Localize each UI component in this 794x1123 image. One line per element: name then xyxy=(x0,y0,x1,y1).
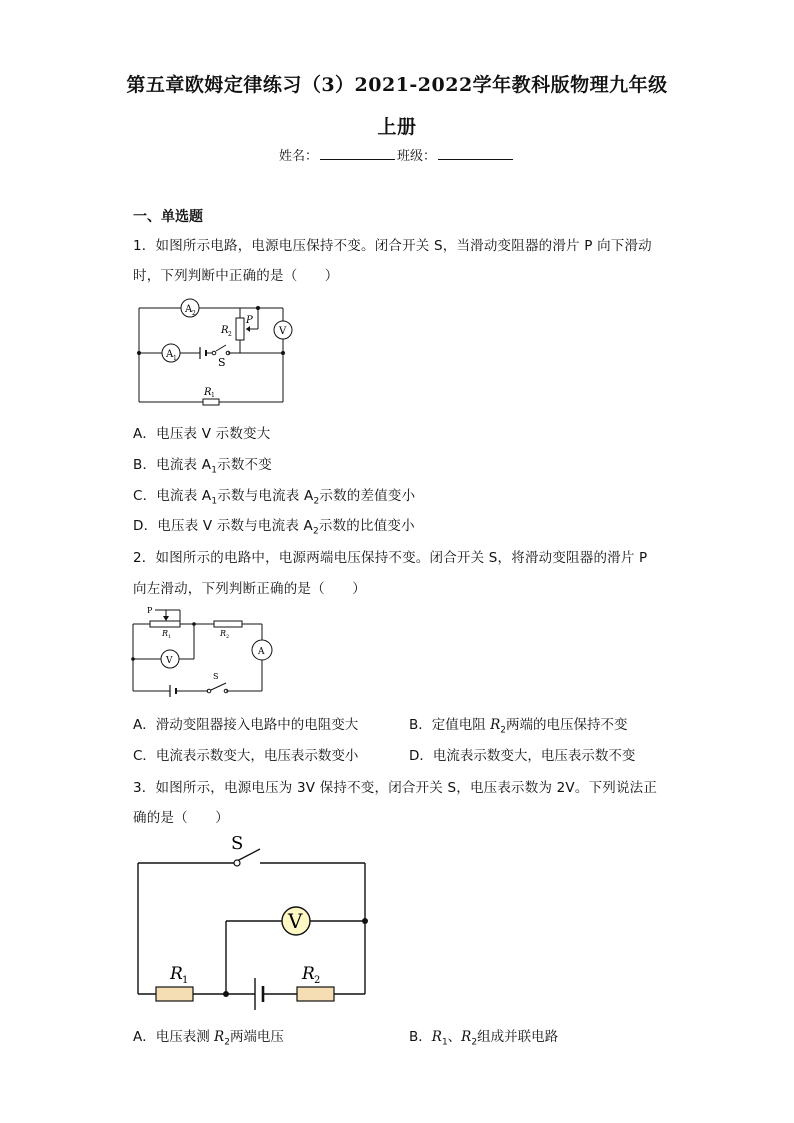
q2-s-label: S xyxy=(213,672,219,681)
svg-text:1: 1 xyxy=(211,392,215,399)
q1-s-label: S xyxy=(218,356,226,369)
q2-circuit-diagram xyxy=(128,602,280,698)
q2-p-label: P xyxy=(147,606,153,615)
q1-v-label: V xyxy=(279,326,287,337)
q2-r2-label: R xyxy=(220,629,227,638)
class-blank[interactable] xyxy=(438,147,513,160)
q2-r1-label: R xyxy=(162,629,169,638)
svg-text:1: 1 xyxy=(168,634,172,640)
class-label: 班级： xyxy=(397,149,437,164)
page-title-continued: 上册 xyxy=(377,116,417,138)
name-label: 姓名： xyxy=(278,149,318,164)
svg-text:2: 2 xyxy=(228,331,232,338)
svg-text:1: 1 xyxy=(173,355,177,362)
q2-v-label: V xyxy=(166,656,173,666)
section-heading: 一、单选题 xyxy=(133,209,203,225)
q3-circuit-diagram xyxy=(130,830,375,1015)
q1-stem-line2: 时，下列判断中正确的是（ ） xyxy=(133,268,339,284)
svg-text:1: 1 xyxy=(182,975,189,986)
page-title: 第五章欧姆定律练习（3）2021-2022学年教科版物理九年级 xyxy=(126,74,668,96)
q1-a1-label: A xyxy=(166,349,174,360)
q2-stem-line1: 2．如图所示的电路中，电源两端电压保持不变。闭合开关 S，将滑动变阻器的滑片 P xyxy=(133,550,648,566)
svg-text:2: 2 xyxy=(192,310,196,317)
q1-option-d[interactable]: D．电压表 V 示数与电流表 $A_2$示数的比值变小 xyxy=(133,518,415,537)
q1-stem-line1: 1．如图所示电路，电源电压保持不变。闭合开关 S，当滑动变阻器的滑片 P 向下滑动 xyxy=(133,238,652,254)
q3-stem-line2: 确的是（ ） xyxy=(133,810,229,826)
q2-a-label: A xyxy=(258,647,265,657)
q3-r1-label: R xyxy=(170,964,183,984)
q1-r1-label: R xyxy=(204,387,212,398)
q2-option-d[interactable]: D．电流表示数变大，电压表示数不变 xyxy=(409,748,636,764)
q1-option-c[interactable]: C．电流表 $A_1$示数与电流表 $A_2$示数的差值变小 xyxy=(133,488,416,507)
q2-stem-line2: 向左滑动，下列判断正确的是（ ） xyxy=(133,581,366,597)
q3-option-a[interactable]: A．电压表测 $R_2$两端电压 xyxy=(133,1029,284,1048)
q2-option-a[interactable]: A．滑动变阻器接入电路中的电阻变大 xyxy=(133,717,359,733)
q3-option-b[interactable]: B．$R_1$、$R_2$组成并联电路 xyxy=(409,1029,559,1048)
q1-r2-label: R xyxy=(221,325,229,336)
q2-option-b[interactable]: B．定值电阻 $R_2$两端的电压保持不变 xyxy=(409,717,628,736)
svg-text:2: 2 xyxy=(314,975,321,986)
q1-p-label: P xyxy=(246,315,253,326)
name-blank[interactable] xyxy=(320,147,395,160)
q1-circuit-diagram xyxy=(130,296,300,408)
q1-a2-label: A xyxy=(185,304,193,315)
q3-v-label: V xyxy=(288,909,303,933)
q3-stem-line1: 3．如图所示，电源电压为 3V 保持不变，闭合开关 S，电压表示数为 2V。下列说法正 xyxy=(133,780,658,796)
q1-option-b[interactable]: B．电流表 $A_1$示数不变 xyxy=(133,457,272,476)
q2-option-c[interactable]: C．电流表示数变大，电压表示数变小 xyxy=(133,748,359,764)
q1-option-a[interactable]: A．电压表 V 示数变大 xyxy=(133,426,271,442)
q3-s-label: S xyxy=(231,833,244,854)
svg-text:2: 2 xyxy=(226,634,230,640)
student-info xyxy=(0,145,794,164)
q3-r2-label: R xyxy=(302,964,315,984)
